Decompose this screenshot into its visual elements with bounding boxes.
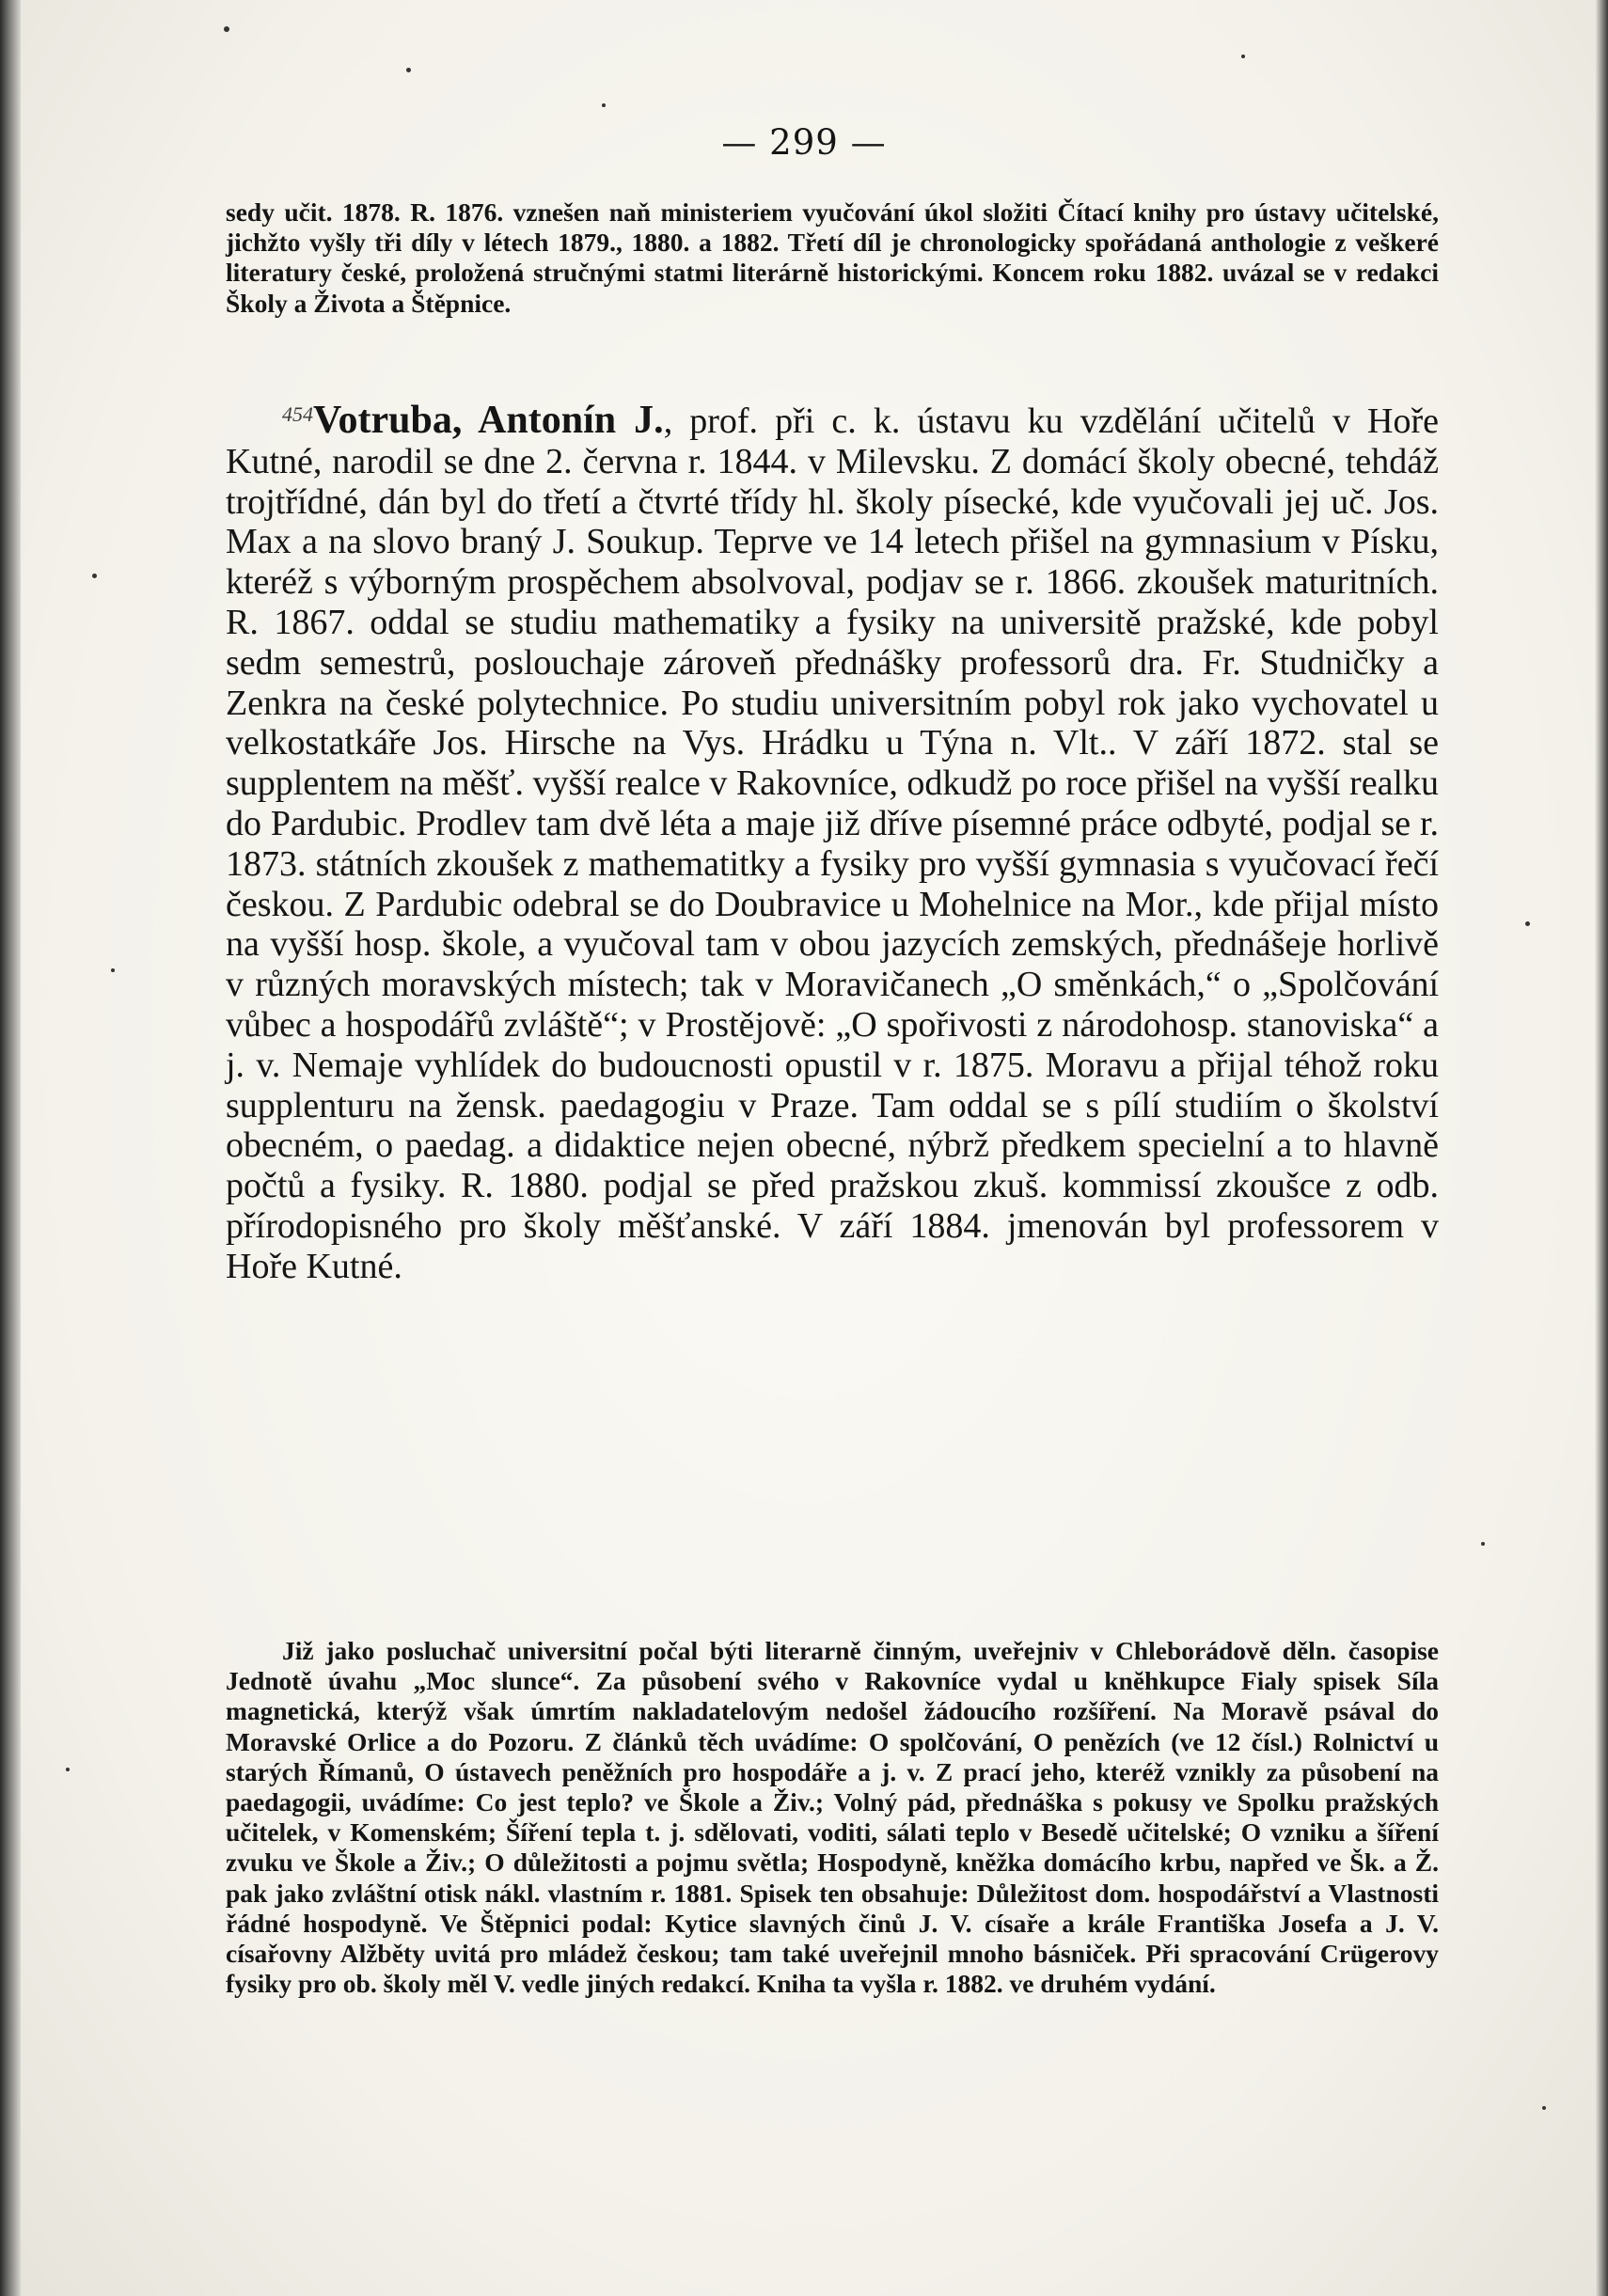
entry-paragraph [226, 395, 1439, 1287]
continuation-text: sedy učit. 1878. R. 1876. vznešen naň ministeriem vyučování úkol složiti Čítací knihy pro ústavy učitelské, jichžto vyšly tři díly v létech 1879., 1880. a 1882. Třetí díl je chronologicky spořádaná anthologie z veškeré literatury české, proložená stručnými statmi literárně historickými. Koncem roku 1882. uvázal se v redakci Školy a Života a Štěpnice. [226, 197, 1439, 318]
biography-entry [226, 395, 1439, 1287]
scan-speck [224, 26, 229, 32]
entry-body: , prof. při c. k. ústavu ku vzdělání učitelů v Hoře Kutné, narodil se dne 2. června r. 1844. v Milevsku. Z domácí školy obecné, tehdáž trojtřídné, dán byl do třetí a čtvrté třídy hl. školy písecké, kde vyučovali jej uč. Jos. Max a na slovo braný J. Soukup. Teprve ve 14 letech přišel na gymnasium v Písku, kteréž s výborným prospěchem absolvoval, podjav se r. 1866. zkoušek maturitních. R. 1867. oddal se studiu mathematiky a fysiky na universitě pražské, kde pobyl sedm semestrů, poslouchaje zároveň přednášky professorů dra. Fr. Studničky a Zenkra na české polytechnice. Po studiu universitním pobyl rok jako vychovatel u velkostatkáře Jos. Hirsche na Vys. Hrádku u Týna n. Vlt.. V září 1872. stal se supplentem na měšť. vyšší realce v Rakovníce, odkudž po roce přišel na vyšší realku do Pardubic. Prodlev tam dvě léta a maje již dříve písemné práce odbyté, podjal se r. 1873. státních zkoušek z mathematitky a fysiky pro vyšší gymnasia s vyučovací řečí českou. Z Pardubic odebral se do Doubravice u Mohelnice na Mor., kde přijal místo na vyšší hosp. škole, a vyučoval tam v obou jazycích zemských, přednášeje horlivě v různých moravských místech; tak v Moravičanech „O směnkách,“ o „Spolčování vůbec a hospodářů zvláště“; v Prostějově: „O spořivosti z národohosp. stanoviska“ a j. v. Nemaje vyhlídek do budoucnosti opustil v r. 1875. Moravu a přijal téhož roku supplenturu na žensk. paedagogiu v Praze. Tam oddal se s pílí studiím o školství obecném, o paedag. a didaktice nejen obecné, nýbrž předkem specielní a to hlavně počtů a fysiky. R. 1880. podjal se před pražskou zkuš. kommissí zkoušce z odb. přírodopisného pro školy měšťanské. V září 1884. jmenován byl professorem v Hoře Kutné. [226, 401, 1439, 1286]
scan-speck [1542, 2106, 1546, 2110]
entry-name: Votruba, Antonín J. [313, 399, 664, 442]
scan-speck [1525, 921, 1530, 926]
handwritten-margin-note: 454 [282, 402, 313, 426]
scan-speck [92, 574, 97, 578]
page-number: — 299 — [721, 122, 887, 163]
works-paragraph [226, 1636, 1439, 1999]
works-text: Již jako posluchač universitní počal býti literarně činným, uveřejniv v Chleborádově děln. časopise Jednotě úvahu „Moc slunce“. Za působení svého v Rakovníce vydal u knĕhkupce Fialy spisek Síla magnetická, kterýž však úmrtím nakladatelovým nedošel žádoucího rozšíření. Na Moravě psával do Moravské Orlice a do Pozoru. Z článků těch uvádíme: O spolčování, O penězích (ve 12 čísl.) Rolnictví u starých Římanů, O ústavech peněžních pro hospodáře a j. v. Z prací jeho, kteréž vznikly za působení na paedagogii, uvádíme: Co jest teplo? ve Škole a Živ.; Volný pád, přednáška s pokusy ve Spolku pražských učitelek, v Komenském; Šíření tepla t. j. sdělovati, voditi, sálati teplo v Besedě učitelské; O vzniku a šíření zvuku ve Škole a Živ.; O důležitosti a pojmu světla; Hospodyně, kněžka domácího krbu, napřed ve Šk. a Ž. pak jako zvláštní otisk nákl. vlastním r. 1881. Spisek ten obsahuje: Důležitost dom. hospodářství a Vlastnosti řádné hospodyně. Ve Štěpnici podal: Kytice slavných činů J. V. císaře a krále Františka Josefa a J. V. císařovny Alžběty uvitá pro mládež českou; tam také uveřejnil mnoho básniček. Při spracování Crügerovy fysiky pro ob. školy měl V. vedle jiných redakcí. Kniha ta vyšla r. 1882. ve druhém vydání. [226, 1636, 1439, 1999]
scan-speck [1241, 55, 1245, 58]
scan-speck [406, 68, 411, 72]
continuation-paragraph [226, 197, 1439, 319]
scan-speck [602, 103, 606, 107]
scan-shadow-left [0, 0, 21, 2296]
scan-speck [1481, 1542, 1485, 1546]
scan-speck [111, 968, 115, 972]
scan-shadow-right [1595, 0, 1608, 2296]
scan-speck [66, 1768, 70, 1771]
